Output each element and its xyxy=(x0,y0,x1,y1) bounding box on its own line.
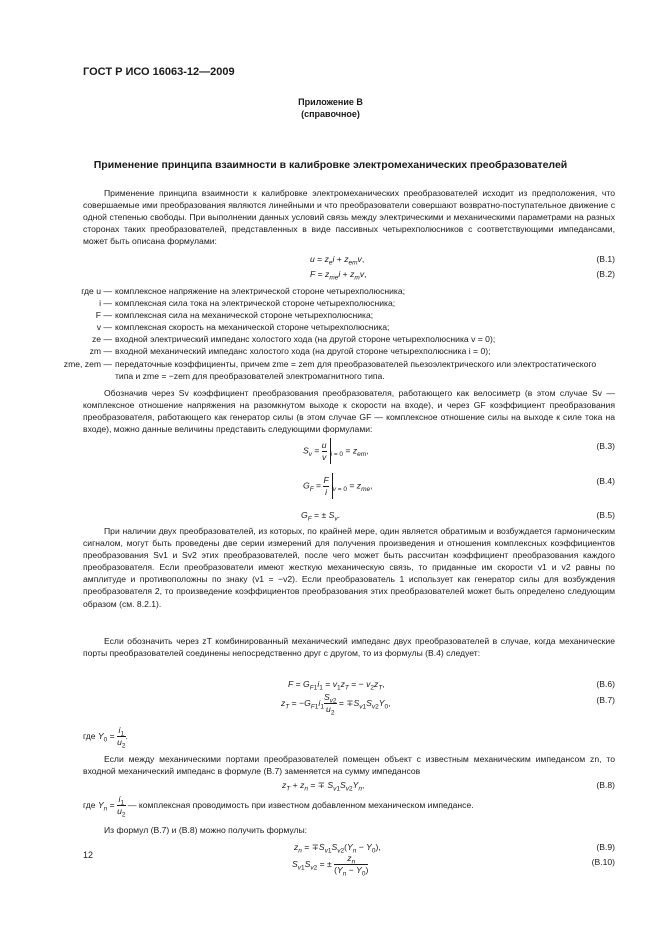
paragraph-combined-impedance: Если обозначить через zT комбинированный механический импеданс двух преобразователей в случае, когда механические порты преобразователей соединены непосредственно друг с другом, то из формулы (B.4) следует: xyxy=(83,636,615,659)
formula-b4: $G_F$ = $\frac{F}{i}$ $_{v = 0} = z_{me}$, xyxy=(303,473,373,499)
formula-b3: $S_v$ = $\frac{u}{v}$ $_{i = 0} = z_{em}$, xyxy=(303,438,369,464)
formula-b10: $S_{v1}S_{v2}$ = ± $\frac{z_n}{(Y_n - Y_0)}$ xyxy=(292,853,369,878)
formula-b8-number: (B.8) xyxy=(596,780,615,790)
formula-b2: $F = z_{me}i + z_mv$, xyxy=(310,269,367,282)
formula-b8: $z_T + z_n$ = ∓ $S_{v1}S_{v2}Y_n$, xyxy=(282,780,365,793)
formula-b1: $u = z_ei + z_{em}v$, xyxy=(310,254,365,267)
page-number: 12 xyxy=(83,850,94,860)
definition-term: zm — xyxy=(89,346,112,357)
formula-b2-number: (B.2) xyxy=(596,269,615,279)
definition-text: комплексное напряжение на электрической стороне четырехполюсника; xyxy=(115,286,406,296)
definition-text: входной механический импеданс холостого хода (на другой стороне четырехполюсника i = 0); xyxy=(115,346,491,357)
definition-text: комплексная скорость на механической стороне четырехполюсника; xyxy=(115,322,390,333)
definition-text: передаточные коэффициенты, причем zme = zem для преобразователей пьезоэлектрического или электростатического типа и zme = −zem для преобразователей электромагнитного типа. xyxy=(115,358,597,381)
paragraph-reciprocity: При наличии двух преобразователей, из которых, по крайней мере, один является обратимым и возбуждается гармоническим сигналом, могут быть проведены две серии измерений для получения произведения и отношения комплексных коэффициентов преобразования Sv1 и Sv2 этих преобразователей, после чего может быть рассчитан коэффициент преобразования каждого преобразователя. Если преобразователи имеют жесткую механическую связь, то приданные им скорости v1 и v2 равны по амплитуде и противоположны по знаку (v1 = −v2). Если преобразователь 1 использует как генератор силы для возбуждения преобразователя 2, то произведение коэффициентов преобразования этих преобразователей может быть определено следующим образом (см. 8.2.1). xyxy=(83,526,615,609)
formula-b7-number: (B.7) xyxy=(596,695,615,705)
formula-b7: $z_T = -G_{F1}i_1$ $\frac{S_{v2}}{u_2}$ = $\mp S_{v1}S_{v2}Y_0$, xyxy=(281,692,391,717)
formula-b5: $G_F$ = ± $S_v$. xyxy=(301,510,340,523)
formula-b9: $z_n = \mp S_{v1}S_{v2}(Y_n - Y_0)$, xyxy=(294,842,381,855)
formula-b6-number: (B.6) xyxy=(596,679,615,689)
definitions-list xyxy=(60,285,615,382)
formula-b9-number: (B.9) xyxy=(596,842,615,852)
definition-row xyxy=(60,309,615,321)
where-label: где xyxy=(83,730,96,741)
formula-b1-number: (B.1) xyxy=(596,254,615,264)
paragraph-derive: Из формул (B.7) и (B.8) можно получить формулы: xyxy=(104,825,308,835)
definition-text: входной электрический импеданс холостого хода (на другой стороне четырехполюсника v = 0); xyxy=(115,334,496,345)
definition-row xyxy=(60,333,615,345)
definition-row xyxy=(60,285,615,297)
definition-term: где u — xyxy=(81,286,112,296)
definition-row xyxy=(60,297,615,309)
section-title: Применение принципа взаимности в калибровке электромеханических преобразователей xyxy=(93,159,568,171)
definition-term: F — xyxy=(95,310,112,321)
paragraph-added-object: Если между механическими портами преобразователей помещен объект с известным механическим импедансом zn, то входной механический импеданс в формуле (B.7) заменяется на сумму импедансов xyxy=(83,754,615,777)
paragraph-intro: Применение принципа взаимности к калибровке электромеханических преобразователей исходит из предположения, что совершаемые ими преобразования являются линейными и что преобразователи совершают возвратно-поступательное движение с одной степенью свободы. При выполнении данных условий связь между электрическими и механическими параметрами на разных сторонах таких преобразователей, представленных в виде пассивных четырехполюсников с соответствующими импедансами, может быть описана формулами: xyxy=(83,188,615,247)
where-label: где xyxy=(83,799,96,810)
definition-row xyxy=(60,358,615,382)
formula-b3-number: (B.3) xyxy=(596,441,615,451)
definition-term: i — xyxy=(99,298,112,309)
formula-b5-number: (B.5) xyxy=(596,510,615,520)
definition-text: комплексная сила тока на электрической стороне четырехполюсника; xyxy=(115,298,396,309)
formula-b4-number: (B.4) xyxy=(596,476,615,486)
annex-subtitle: (справочное) xyxy=(301,109,360,119)
where-y0: где $Y_0$ = $\frac{i_1}{u_2}$ . xyxy=(83,725,128,750)
definition-row xyxy=(60,321,615,333)
annex-title: Приложение B xyxy=(298,97,363,107)
definition-term: ze — xyxy=(91,334,112,345)
definition-text: комплексная сила на механической стороне четырехполюсника; xyxy=(115,310,374,321)
definition-term: zme, zem — xyxy=(63,358,112,369)
where-yn: где $Y_n$ = $\frac{i_1}{u_2}$ — комплексная проводимость при известном добавленном механическом импедансе. xyxy=(83,794,474,819)
definition-term: v — xyxy=(96,322,112,333)
paragraph-sensitivity: Обозначив через Sv коэффициент преобразования преобразователя, работающего как велосиметр (в этом случае Sv — комплексное отношение напряжения на разомкнутом выходе к скорости на входе), и через GF коэффициент преобразования преобразователя, работающего как генератор силы (в этом случае GF — комплексное отношение силы на выходе к силе тока на входе), можно данные величины представить следующими формулами: xyxy=(83,388,615,435)
formula-b10-number: (B.10) xyxy=(591,857,615,867)
document-header: ГОСТ Р ИСО 16063-12—2009 xyxy=(83,66,235,78)
definition-row xyxy=(60,345,615,357)
admittance-description: — комплексная проводимость при известном добавленном механическом импедансе. xyxy=(127,799,474,810)
formula-b6: $F = G_{F1}i_1 = v_1z_T$ = − $v_2z_T$, xyxy=(288,679,385,692)
